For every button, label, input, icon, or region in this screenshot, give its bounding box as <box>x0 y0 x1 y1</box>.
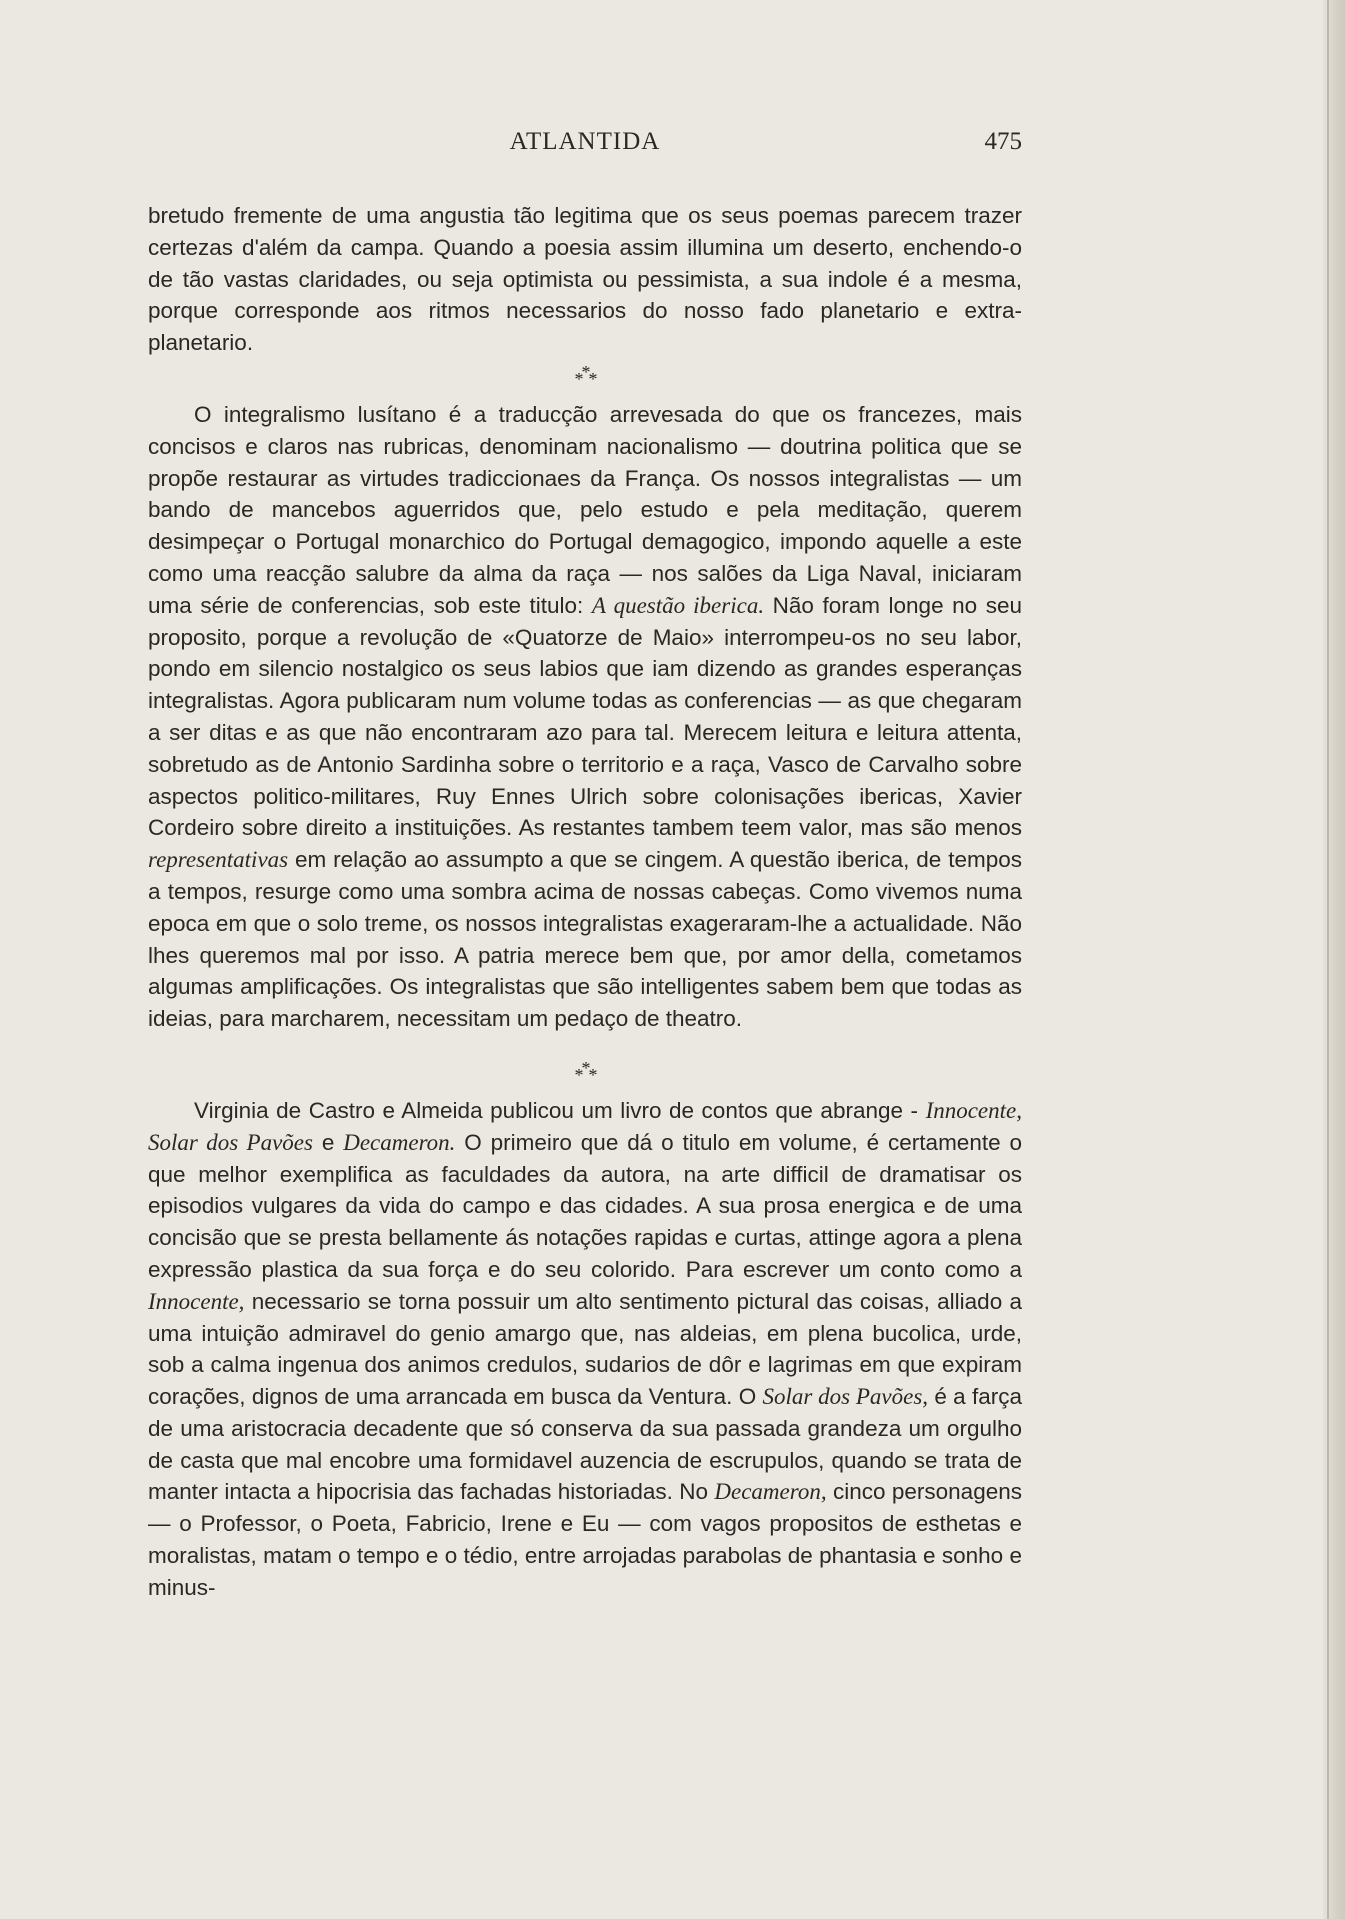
page-number: 475 <box>984 128 1022 155</box>
paragraph-2-text: O integralismo lusítano é a traducção arrevesada do que os francezes, mais concisos e claros nas rubricas, denominam nacionalismo — doutrina politica que se propõe restaurar as virtudes tradiccionaes da França. Os nossos integralistas — um bando de mancebos aguerridos que, pelo estudo e pela meditação, querem desimpeçar o Portugal monarchico do Portugal demagogico, impondo aquelle a este como uma reacção salubre da alma da raça — nos salões da Liga Naval, iniciaram uma série de conferencias, sob este titulo: <box>148 401 1022 618</box>
asterism-ornament-1 <box>148 359 1022 399</box>
italic-title: A questão iberica. <box>591 592 765 618</box>
asterism-star: * <box>574 1064 582 1085</box>
paragraph-2-text: em relação ao assumpto a que se cingem. A questão iberica, de tempos a tempos, resurge como uma sombra acima de nossas cabeças. Como vivemos numa epoca em que o solo treme, os nossos integralistas exageraram-lhe a actualidade. Não lhes queremos mal por isso. A patria merece bem que, por amor della, cometamos algumas amplificações. Os integralistas que são intelligentes sabem bem que todas as ideias, para marcharem, necessitam um pedaço de theatro. <box>148 847 1022 1032</box>
italic-title: Solar dos Pavões, <box>762 1384 929 1410</box>
asterism-star: * <box>588 1064 596 1085</box>
paragraph-3-text: necessario se torna possuir um alto sentimento pictural das coisas, alliado a uma intuição admiravel do genio amargo que, nas aldeias, em plena bucolica, urde, sob a calma ingenua dos animos credulos, sudarios de dôr e lagrimas em que expiram corações, dignos de uma arrancada em busca da Ventura. O <box>148 1288 1022 1410</box>
asterism-star: * <box>581 361 589 382</box>
paragraph-3-text: O primeiro que dá o titulo em volume, é certamente o que melhor exemplifica as faculdades da autora, na arte difficil de dramatisar os episodios vulgares da vida do campo e das cidades. A sua prosa energica e de uma concisão que se presta bellamente ás notações rapidas e curtas, attinge agora a plena expressão plastica da sua força e do seu colorido. Para escrever um conto como a <box>148 1129 1022 1282</box>
asterism-star: * <box>581 1057 589 1078</box>
running-head <box>148 128 1022 168</box>
paragraph-3 <box>148 1095 1022 1604</box>
article-body <box>148 200 1022 1604</box>
paragraph-3-text: Virginia de Castro e Almeida publicou um livro de contos que abrange - <box>194 1097 926 1123</box>
asterism-star: * <box>574 368 582 389</box>
paragraph-3-text: é a farça de uma aristocracia decadente que só conserva da sua passada grandeza um orgulho de casta que mal encobre uma formidavel auzencia de escrupulos, quando se trata de manter intacta a hipocrisia das fachadas historiadas. No <box>148 1384 1022 1505</box>
italic-title: Decameron. <box>343 1129 456 1155</box>
paragraph-2-text: Não foram longe no seu proposito, porque a revolução de «Quatorze de Maio» interrompeu-os no seu labor, pondo em silencio nostalgico os seus labios que iam dizendo as grandes esperanças integralistas. Agora publicaram num volume todas as conferencias — as que chegaram a ser ditas e as que não encontraram azo para tal. Merecem leitura e leitura attenta, sobretudo as de Antonio Sardinha sobre o territorio e a raça, Vasco de Carvalho sobre aspectos politico-militares, Ruy Ennes Ulrich sobre colonisações ibericas, Xavier Cordeiro sobre direito a instituições. As restantes tambem teem valor, mas são menos <box>148 592 1023 841</box>
paragraph-1: bretudo fremente de uma angustia tão legitima que os seus poemas parecem trazer certezas d'além da campa. Quando a poesia assim illumina um deserto, enchendo-o de tão vastas claridades, ou seja optimista ou pessimista, a sua indole é a mesma, porque corresponde aos ritmos necessarios do nosso fado planetario e extra-planetario. <box>148 203 1022 356</box>
asterism-ornament-2 <box>148 1055 1022 1095</box>
spacer <box>148 1035 1022 1055</box>
paragraph-3-text: e <box>312 1129 344 1155</box>
italic-title: Innocente, Solar dos Pavões <box>148 1097 1022 1155</box>
page-fold-line <box>1327 0 1329 1919</box>
paragraph-3-text: cinco personagens — o Professor, o Poeta, Fabricio, Irene e Eu — com vagos propositos de esthetas e moralistas, matam o tempo e o tédio, entre arrojadas parabolas de phantasia e sonho e minus- <box>148 1479 1022 1600</box>
asterism-star: * <box>588 368 596 389</box>
journal-title: ATLANTIDA <box>509 128 661 155</box>
italic-title: Innocente, <box>148 1288 245 1314</box>
italic-title: Decameron, <box>714 1479 827 1505</box>
paragraph-2 <box>148 399 1022 1035</box>
italic-word: representativas <box>148 847 289 873</box>
